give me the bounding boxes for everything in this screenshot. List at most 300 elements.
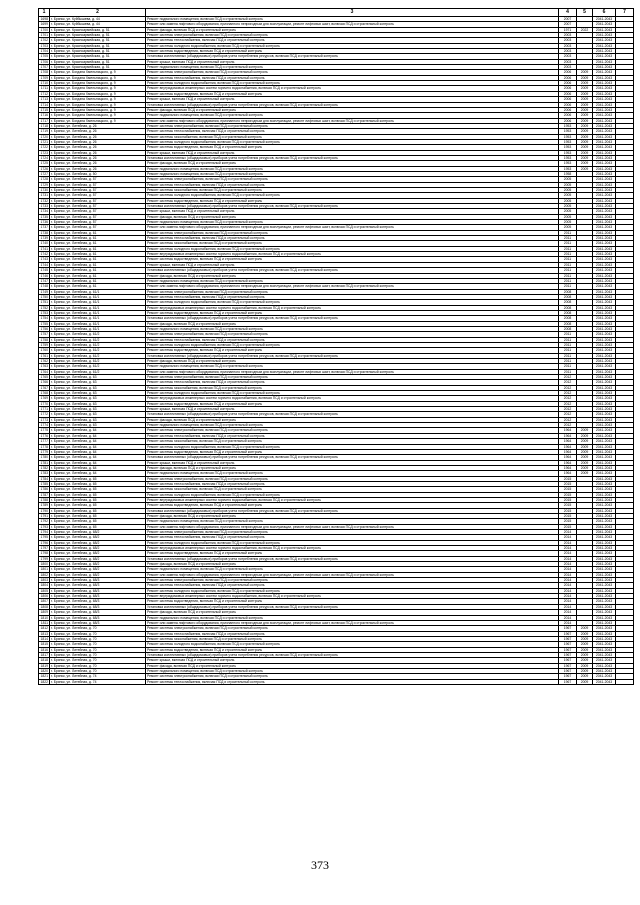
- planned-period-cell: 2041-2043: [593, 652, 616, 657]
- work-description-cell: Ремонт подвального помещения, включая ПСД и строительный контроль: [146, 615, 559, 620]
- work-description-cell: Ремонт системы холодного водоснабжения, включая ПСД и строительный контроль: [146, 391, 559, 396]
- year-built-cell: 1953: [559, 129, 577, 134]
- row-number-cell: 1735: [40, 214, 48, 219]
- address-cell: г. Брянск, ул. Литейная, д. 70: [50, 626, 146, 631]
- address-cell: г. Брянск, ул. Литейная, д. 70: [50, 647, 146, 652]
- planned-period-cell: 2041-2043: [593, 294, 616, 299]
- page-number: 373: [311, 858, 329, 872]
- address-cell: г. Брянск, ул. Литейная, д. 68/3: [50, 594, 146, 599]
- work-description-cell: Ремонт подвального помещения, включая ПСД и строительный контроль: [146, 668, 559, 673]
- planned-period-cell: 2041-2043: [593, 465, 616, 470]
- row-number-cell: 1738: [40, 230, 48, 235]
- address-cell: г. Брянск, ул. Литейная, д. 65: [50, 487, 146, 492]
- work-description-cell: Ремонт фасада, включая ПСД и строительный контроль: [146, 27, 559, 32]
- year-built-cell: 2003: [559, 59, 577, 64]
- work-description-cell: Ремонт системы электроснабжения, включая ПСД и строительный контроль: [146, 428, 559, 433]
- work-description-cell: Ремонт системы холодного водоснабжения, включая ПСД и строительный контроль: [146, 342, 559, 347]
- year-built-cell: 1967: [559, 642, 577, 647]
- planned-period-cell: 2041-2043: [593, 43, 616, 48]
- row-number-cell: 1777: [40, 439, 48, 444]
- year-repaired-cell: 2009: [577, 471, 593, 476]
- work-description-cell: Ремонт системы теплоснабжения, включая ПСД и строительный контроль: [146, 433, 559, 438]
- work-description-cell: Ремонт системы электроснабжения, включая ПСД и строительный контроль: [146, 530, 559, 535]
- year-built-cell: 2012: [559, 396, 577, 401]
- row-number-cell: 1785: [40, 481, 48, 486]
- address-cell: г. Брянск, ул. Литейная, д. 61: [50, 246, 146, 251]
- year-built-cell: 2011: [559, 348, 577, 353]
- year-built-cell: 1964: [559, 455, 577, 460]
- work-description-cell: Ремонт подвального помещения, включая ПСД и строительный контроль: [146, 278, 559, 283]
- year-built-cell: 2006: [559, 118, 577, 123]
- row-number-cell: 1723: [40, 150, 48, 155]
- work-description-cell: Ремонт фасада, включая ПСД и строительный контроль: [146, 663, 559, 668]
- year-built-cell: 1967: [559, 674, 577, 679]
- year-repaired-cell: 2009: [577, 631, 593, 636]
- year-built-cell: 2006: [559, 91, 577, 96]
- row-number-cell: 1704: [40, 49, 48, 54]
- row-number-cell: 1800: [40, 562, 48, 567]
- row-number-cell: 1746: [40, 273, 48, 278]
- work-description-cell: Ремонт системы холодного водоснабжения, включая ПСД и строительный контроль: [146, 193, 559, 198]
- year-built-cell: 2014: [559, 546, 577, 551]
- year-built-cell: 2014: [559, 615, 577, 620]
- planned-period-cell: 2041-2043: [593, 91, 616, 96]
- row-number-cell: 1775: [40, 428, 48, 433]
- work-description-cell: Ремонт подвального помещения, включая ПСД и строительный контроль: [146, 166, 559, 171]
- year-built-cell: 2006: [559, 81, 577, 86]
- year-repaired-cell: 2009: [577, 113, 593, 118]
- row-number-cell: 1722: [40, 145, 48, 150]
- row-number-cell: 1769: [40, 396, 48, 401]
- work-description-cell: Ремонт системы водоотведения, включая ПСД и строительный контроль: [146, 551, 559, 556]
- work-description-cell: Ремонт фасада, включая ПСД и строительный контроль: [146, 610, 559, 615]
- work-description-cell: Ремонт системы электроснабжения, включая ПСД и строительный контроль: [146, 33, 559, 38]
- planned-period-cell: 2041-2043: [593, 562, 616, 567]
- address-cell: г. Брянск, ул. Литейная, д. 61/2: [50, 353, 146, 358]
- planned-period-cell: 2041-2043: [593, 209, 616, 214]
- year-repaired-cell: 2009: [577, 642, 593, 647]
- work-description-cell: Ремонт подвального помещения, включая ПСД и строительный контроль: [146, 220, 559, 225]
- address-cell: г. Брянск, ул. Литейная, д. 63: [50, 380, 146, 385]
- row-number-cell: 1749: [40, 289, 48, 294]
- work-description-cell: Ремонт системы холодного водоснабжения, включая ПСД и строительный контроль: [146, 492, 559, 497]
- year-built-cell: 1964: [559, 460, 577, 465]
- year-repaired-cell: 2009: [577, 636, 593, 641]
- year-built-cell: 1964: [559, 471, 577, 476]
- work-description-cell: Ремонт системы электроснабжения, включая ПСД и строительный контроль: [146, 476, 559, 481]
- year-repaired-cell: 2009: [577, 674, 593, 679]
- row-number-cell: 1790: [40, 508, 48, 513]
- planned-period-cell: 2041-2043: [593, 455, 616, 460]
- planned-period-cell: 2041-2043: [593, 417, 616, 422]
- row-number-cell: 1821: [40, 674, 48, 679]
- row-number-cell: 1759: [40, 342, 48, 347]
- work-description-cell: Ремонт системы водоотведения, включая ПСД и строительный контроль: [146, 599, 559, 604]
- address-cell: г. Брянск, ул. Литейная, д. 63: [50, 385, 146, 390]
- year-repaired-cell: 2009: [577, 166, 593, 171]
- year-repaired-cell: 2009: [577, 97, 593, 102]
- work-description-cell: Ремонт внутридомовых инженерных систем горячего водоснабжения, включая ПСД и строительный контроль: [146, 252, 559, 257]
- planned-period-cell: 2041-2043: [593, 481, 616, 486]
- address-cell: г. Брянск, ул. Литейная, д. 68/2: [50, 540, 146, 545]
- planned-period-cell: 2041-2043: [593, 642, 616, 647]
- year-built-cell: 2008: [559, 321, 577, 326]
- address-cell: г. Брянск, ул. Литейная, д. 50: [50, 171, 146, 176]
- year-built-cell: 2011: [559, 273, 577, 278]
- address-cell: г. Брянск, ул. Литейная, д. 65: [50, 519, 146, 524]
- year-built-cell: 2008: [559, 305, 577, 310]
- year-built-cell: 2015: [559, 481, 577, 486]
- year-built-cell: 2015: [559, 508, 577, 513]
- row-number-cell: 1809: [40, 610, 48, 615]
- address-cell: г. Брянск, ул. Литейная, д. 65: [50, 513, 146, 518]
- work-description-cell: Ремонт системы теплоснабжения, включая ПСД и строительный контроль: [146, 679, 559, 684]
- row-number-cell: 1816: [40, 647, 48, 652]
- year-repaired-cell: 2009: [577, 647, 593, 652]
- year-built-cell: 2005: [559, 204, 577, 209]
- address-cell: г. Брянск, ул. Богдана Хмельницкого, д. 9: [50, 107, 146, 112]
- row-number-cell: 1801: [40, 567, 48, 572]
- row-number-cell: 1815: [40, 642, 48, 647]
- year-built-cell: 2015: [559, 476, 577, 481]
- year-repaired-cell: 2009: [577, 150, 593, 155]
- address-cell: г. Брянск, ул. Литейная, д. 68/2: [50, 530, 146, 535]
- work-description-cell: Ремонт системы газоснабжения, включая ПСД и строительный контроль: [146, 134, 559, 139]
- address-cell: г. Брянск, ул. Литейная, д. 74: [50, 674, 146, 679]
- planned-period-cell: 2041-2043: [593, 497, 616, 502]
- row-number-cell: 1713: [40, 97, 48, 102]
- row-number-cell: 1705: [40, 54, 48, 59]
- work-description-cell: Ремонт или замена лифтового оборудования, признанного непригодным для эксплуатации, ремонт лифтовых шахт, включая ПСД и строительный контроль: [146, 524, 559, 529]
- planned-period-cell: 2041-2043: [593, 97, 616, 102]
- table-body: [39, 17, 634, 685]
- work-description-cell: Ремонт системы электроснабжения, включая ПСД и строительный контроль: [146, 626, 559, 631]
- address-cell: г. Брянск, ул. Литейная, д. 61/1: [50, 310, 146, 315]
- work-description-cell: Ремонт системы холодного водоснабжения, включая ПСД и строительный контроль: [146, 444, 559, 449]
- row-number-cell: 1699: [40, 22, 48, 27]
- address-cell: г. Брянск, ул. Красноармейская, д. 51: [50, 65, 146, 70]
- address-cell: г. Брянск, ул. Литейная, д. 57: [50, 220, 146, 225]
- address-cell: г. Брянск, ул. Куйбышева, д. 44: [50, 17, 146, 22]
- year-built-cell: 2005: [559, 198, 577, 203]
- planned-period-cell: 2041-2043: [593, 439, 616, 444]
- address-cell: г. Брянск, ул. Литейная, д. 61/2: [50, 369, 146, 374]
- year-built-cell: 2005: [559, 193, 577, 198]
- year-built-cell: 1967: [559, 679, 577, 684]
- year-repaired-cell: 2009: [577, 433, 593, 438]
- address-cell: г. Брянск, ул. Литейная, д. 61: [50, 268, 146, 273]
- row-number-cell: 1783: [40, 471, 48, 476]
- address-cell: г. Брянск, ул. Богдана Хмельницкого, д. 9: [50, 97, 146, 102]
- year-built-cell: 2007: [559, 22, 577, 27]
- work-description-cell: Ремонт системы холодного водоснабжения, включая ПСД и строительный контроль: [146, 540, 559, 545]
- year-repaired-cell: 2009: [577, 460, 593, 465]
- row-number-cell: 1774: [40, 423, 48, 428]
- row-number-cell: 1741: [40, 246, 48, 251]
- address-cell: г. Брянск, ул. Красноармейская, д. 51: [50, 59, 146, 64]
- column-header: 5: [577, 9, 593, 17]
- work-description-cell: Ремонт системы электроснабжения, включая ПСД и строительный контроль: [146, 578, 559, 583]
- year-built-cell: 2015: [559, 513, 577, 518]
- address-cell: г. Брянск, ул. Литейная, д. 61/1: [50, 321, 146, 326]
- planned-period-cell: 2041-2043: [593, 674, 616, 679]
- work-description-cell: Ремонт системы холодного водоснабжения, включая ПСД и строительный контроль: [146, 43, 559, 48]
- planned-period-cell: 2041-2043: [593, 610, 616, 615]
- row-number-cell: 1778: [40, 444, 48, 449]
- work-description-cell: Ремонт системы газоснабжения, включая ПСД и строительный контроль: [146, 636, 559, 641]
- year-built-cell: 2011: [559, 241, 577, 246]
- year-built-cell: 2012: [559, 391, 577, 396]
- address-cell: г. Брянск, ул. Литейная, д. 57: [50, 193, 146, 198]
- row-number-cell: 1701: [40, 33, 48, 38]
- planned-period-cell: 2041-2043: [593, 38, 616, 43]
- year-built-cell: 2011: [559, 337, 577, 342]
- row-number-cell: 1729: [40, 182, 48, 187]
- address-cell: г. Брянск, ул. Литейная, д. 68/3: [50, 620, 146, 625]
- work-description-cell: Ремонт подвального помещения, включая ПСД и строительный контроль: [146, 113, 559, 118]
- work-description-cell: Ремонт системы водоотведения, включая ПСД и строительный контроль: [146, 145, 559, 150]
- row-number-cell: 1740: [40, 241, 48, 246]
- year-built-cell: 1967: [559, 652, 577, 657]
- address-cell: г. Брянск, ул. Литейная, д. 65: [50, 524, 146, 529]
- row-number-cell: 1762: [40, 359, 48, 363]
- year-built-cell: 2012: [559, 401, 577, 406]
- row-number-cell: 1788: [40, 497, 48, 502]
- year-built-cell: 2005: [559, 188, 577, 193]
- planned-period-cell: 2041-2043: [593, 310, 616, 315]
- year-built-cell: 2012: [559, 375, 577, 380]
- row-number-cell: 1765: [40, 375, 48, 380]
- planned-period-cell: 2041-2043: [593, 17, 616, 22]
- year-repaired-cell: 2009: [577, 626, 593, 631]
- year-built-cell: 1953: [559, 145, 577, 150]
- work-description-cell: Ремонт крыши, включая ПСД и строительный контроль: [146, 460, 559, 465]
- year-repaired-cell: 2009: [577, 652, 593, 657]
- work-description-cell: Ремонт крыши, включая ПСД и строительный контроль: [146, 59, 559, 64]
- address-cell: г. Брянск, ул. Литейная, д. 61/1: [50, 300, 146, 305]
- row-number-cell: 1794: [40, 530, 48, 534]
- work-description-cell: Установка коллективных (общедомовых) приборов учета потребления ресурсов, включая ПСД и строительный контроль: [146, 155, 559, 160]
- row-number-cell: 1757: [40, 332, 48, 337]
- year-built-cell: 1953: [559, 150, 577, 155]
- row-number-cell: 1751: [40, 300, 48, 305]
- work-description-cell: Ремонт крыши, включая ПСД и строительный контроль: [146, 150, 559, 155]
- planned-period-cell: 2041-2043: [593, 155, 616, 160]
- year-repaired-cell: 2009: [577, 134, 593, 139]
- year-repaired-cell: 2009: [577, 107, 593, 112]
- row-number-cell: 1772: [40, 412, 48, 417]
- address-cell: г. Брянск, ул. Литейная, д. 64: [50, 433, 146, 438]
- work-description-cell: Ремонт фасада, включая ПСД и строительный контроль: [146, 465, 559, 470]
- planned-period-cell: 2041-2043: [593, 449, 616, 454]
- planned-period-cell: 2041-2043: [593, 524, 616, 529]
- year-built-cell: 2012: [559, 412, 577, 417]
- year-built-cell: 2015: [559, 519, 577, 524]
- year-built-cell: 2005: [559, 225, 577, 230]
- planned-period-cell: 2041-2043: [593, 578, 616, 583]
- planned-period-cell: 2041-2043: [593, 300, 616, 305]
- year-built-cell: 2003: [559, 65, 577, 70]
- planned-period-cell: 2041-2043: [593, 407, 616, 412]
- address-cell: г. Брянск, ул. Литейная, д. 70: [50, 668, 146, 673]
- planned-period-cell: 2041-2043: [593, 225, 616, 230]
- row-number-cell: 1781: [40, 460, 48, 465]
- work-description-cell: Ремонт фасада, включая ПСД и строительный контроль: [146, 161, 559, 166]
- work-description-cell: Ремонт системы водоотведения, включая ПСД и строительный контроль: [146, 401, 559, 406]
- year-built-cell: 1967: [559, 663, 577, 668]
- address-cell: г. Брянск, ул. Литейная, д. 57: [50, 182, 146, 187]
- work-description-cell: Ремонт или замена лифтового оборудования, признанного непригодным для эксплуатации, ремонт лифтовых шахт, включая ПСД и строительный контроль: [146, 369, 559, 374]
- row-number-cell: 1768: [40, 391, 48, 396]
- row-number-cell: 1756: [40, 326, 48, 331]
- planned-period-cell: 2041-2043: [593, 658, 616, 663]
- work-description-cell: Ремонт системы холодного водоснабжения, включая ПСД и строительный контроль: [146, 139, 559, 144]
- row-number-cell: 1717: [40, 118, 48, 123]
- year-built-cell: 2014: [559, 620, 577, 625]
- planned-period-cell: 2041-2043: [593, 252, 616, 257]
- address-cell: г. Брянск, ул. Богдана Хмельницкого, д. 9: [50, 118, 146, 123]
- year-repaired-cell: 2009: [577, 129, 593, 134]
- row-number-cell: 1736: [40, 220, 48, 225]
- row-number-cell: 1806: [40, 594, 48, 599]
- work-description-cell: Ремонт системы электроснабжения, включая ПСД и строительный контроль: [146, 177, 559, 182]
- year-built-cell: 2008: [559, 294, 577, 299]
- address-cell: г. Брянск, ул. Красноармейская, д. 51: [50, 43, 146, 48]
- work-description-cell: Ремонт или замена лифтового оборудования, признанного непригодным для эксплуатации, ремонт лифтовых шахт, включая ПСД и строительный контроль: [146, 620, 559, 625]
- address-cell: г. Брянск, ул. Литейная, д. 61: [50, 241, 146, 246]
- work-description-cell: Ремонт фасада, включая ПСД и строительный контроль: [146, 417, 559, 422]
- year-built-cell: 2011: [559, 236, 577, 241]
- address-cell: г. Брянск, ул. Литейная, д. 64: [50, 471, 146, 476]
- address-cell: г. Брянск, ул. Богдана Хмельницкого, д. 9: [50, 75, 146, 80]
- planned-period-cell: 2041-2043: [593, 631, 616, 636]
- work-description-cell: Ремонт подвального помещения, включая ПСД и строительный контроль: [146, 519, 559, 524]
- work-description-cell: Ремонт системы водоотведения, включая ПСД и строительный контроль: [146, 49, 559, 54]
- planned-period-cell: 2041-2043: [593, 278, 616, 283]
- row-number-cell: 1758: [40, 337, 48, 342]
- planned-period-cell: 2041-2043: [593, 396, 616, 401]
- address-cell: г. Брянск, ул. Красноармейская, д. 51: [50, 49, 146, 54]
- year-built-cell: 2011: [559, 284, 577, 289]
- planned-period-cell: 2041-2043: [593, 423, 616, 428]
- row-number-cell: 1802: [40, 572, 48, 577]
- address-cell: г. Брянск, ул. Литейная, д. 61/2: [50, 342, 146, 347]
- row-number-cell: 1748: [40, 284, 48, 289]
- year-built-cell: 2011: [559, 342, 577, 347]
- address-cell: г. Брянск, ул. Литейная, д. 68/3: [50, 610, 146, 615]
- year-built-cell: 2008: [559, 300, 577, 305]
- planned-period-cell: 2041-2043: [593, 220, 616, 225]
- year-built-cell: 2008: [559, 310, 577, 315]
- address-cell: г. Брянск, ул. Литейная, д. 61: [50, 284, 146, 289]
- year-built-cell: 2006: [559, 75, 577, 80]
- row-number-cell: 1711: [39, 86, 50, 91]
- row-number-cell: 1795: [40, 535, 48, 540]
- year-built-cell: 2014: [559, 610, 577, 615]
- address-cell: г. Брянск, ул. Литейная, д. 61: [50, 252, 146, 257]
- planned-period-cell: 2041-2043: [593, 508, 616, 513]
- year-repaired-cell: 2009: [577, 145, 593, 150]
- planned-period-cell: 2041-2043: [593, 150, 616, 155]
- address-cell: г. Брянск, ул. Литейная, д. 61/1: [50, 294, 146, 299]
- planned-period-cell: 2041-2043: [593, 86, 616, 91]
- year-built-cell: 1971: [559, 27, 577, 32]
- year-built-cell: 2003: [559, 49, 577, 54]
- planned-period-cell: 2041-2043: [593, 626, 616, 631]
- planned-period-cell: 2041-2043: [593, 401, 616, 406]
- planned-period-cell: 2041-2043: [593, 364, 616, 369]
- work-description-cell: Ремонт системы теплоснабжения, включая ПСД и строительный контроль: [146, 38, 559, 43]
- row-number-cell: 1747: [40, 278, 48, 283]
- planned-period-cell: 2041-2043: [593, 572, 616, 577]
- row-number-cell: 1754: [40, 316, 48, 321]
- column-header: 4: [559, 9, 577, 17]
- row-number-cell: 1807: [40, 599, 48, 604]
- year-built-cell: 1953: [559, 166, 577, 171]
- address-cell: г. Брянск, ул. Красноармейская, д. 51: [50, 33, 146, 38]
- address-cell: г. Брянск, ул. Литейная, д. 64: [50, 465, 146, 470]
- address-cell: г. Брянск, ул. Литейная, д. 68/2: [50, 567, 146, 572]
- address-cell: г. Брянск, ул. Литейная, д. 63: [50, 417, 146, 422]
- address-cell: г. Брянск, ул. Литейная, д. 65: [50, 497, 146, 502]
- address-cell: г. Брянск, ул. Литейная, д. 61: [50, 257, 146, 262]
- address-cell: г. Брянск, ул. Литейная, д. 63: [50, 412, 146, 417]
- address-cell: г. Брянск, ул. Литейная, д. 26: [50, 150, 146, 155]
- planned-period-cell: 2041-2043: [593, 326, 616, 331]
- year-built-cell: 2006: [559, 113, 577, 118]
- year-built-cell: 2015: [559, 487, 577, 492]
- work-description-cell: Ремонт фасада, включая ПСД и строительный контроль: [146, 107, 559, 112]
- address-cell: г. Брянск, ул. Богдана Хмельницкого, д. 9: [50, 91, 146, 96]
- row-number-cell: 1793: [40, 524, 48, 529]
- address-cell: г. Брянск, ул. Литейная, д. 57: [50, 209, 146, 214]
- address-cell: г. Брянск, ул. Литейная, д. 65: [50, 476, 146, 481]
- year-built-cell: 2015: [559, 497, 577, 502]
- year-built-cell: 2011: [559, 257, 577, 262]
- planned-period-cell: 2041-2043: [593, 428, 616, 433]
- planned-period-cell: 2041-2043: [593, 273, 616, 278]
- work-description-cell: Ремонт системы электроснабжения, включая ПСД и строительный контроль: [146, 375, 559, 380]
- planned-period-cell: 2041-2043: [593, 166, 616, 171]
- planned-period-cell: 2041-2043: [593, 198, 616, 203]
- work-description-cell: Ремонт системы теплоснабжения, включая ПСД и строительный контроль: [146, 631, 559, 636]
- year-built-cell: 2014: [559, 530, 577, 535]
- year-repaired-cell: 2009: [577, 91, 593, 96]
- row-number-cell: 1810: [40, 615, 48, 620]
- year-built-cell: 2003: [559, 33, 577, 38]
- row-number-cell: 1787: [40, 492, 48, 497]
- address-cell: г. Брянск, ул. Литейная, д. 63: [50, 407, 146, 412]
- row-number-cell: 1712: [40, 91, 48, 96]
- planned-period-cell: 2041-2043: [593, 663, 616, 668]
- planned-period-cell: 2041-2043: [593, 316, 616, 321]
- work-description-cell: Ремонт системы водоотведения, включая ПСД и строительный контроль: [146, 348, 559, 353]
- work-description-cell: Ремонт внутридомовых инженерных систем горячего водоснабжения, включая ПСД и строительный контроль: [146, 546, 559, 551]
- work-description-cell: Ремонт подвального помещения, включая ПСД и строительный контроль: [146, 364, 559, 369]
- work-description-cell: Ремонт системы водоотведения, включая ПСД и строительный контроль: [146, 503, 559, 508]
- work-description-cell: Ремонт фасада, включая ПСД и строительный контроль: [146, 359, 559, 364]
- row-number-cell: 1760: [40, 348, 48, 353]
- work-description-cell: Ремонт подвального помещения, включая ПСД и строительный контроль: [146, 17, 559, 22]
- address-cell: г. Брянск, ул. Литейная, д. 26: [50, 155, 146, 160]
- year-built-cell: 1964: [559, 439, 577, 444]
- row-number-cell: 1763: [40, 364, 48, 369]
- year-built-cell: 2011: [559, 359, 577, 364]
- year-repaired-cell: 2009: [577, 465, 593, 470]
- address-cell: г. Брянск, ул. Литейная, д. 63: [50, 396, 146, 401]
- row-number-cell: 1771: [40, 407, 48, 412]
- work-description-cell: Установка коллективных (общедомовых) приборов учета потребления ресурсов, включая ПСД и строительный контроль: [146, 204, 559, 209]
